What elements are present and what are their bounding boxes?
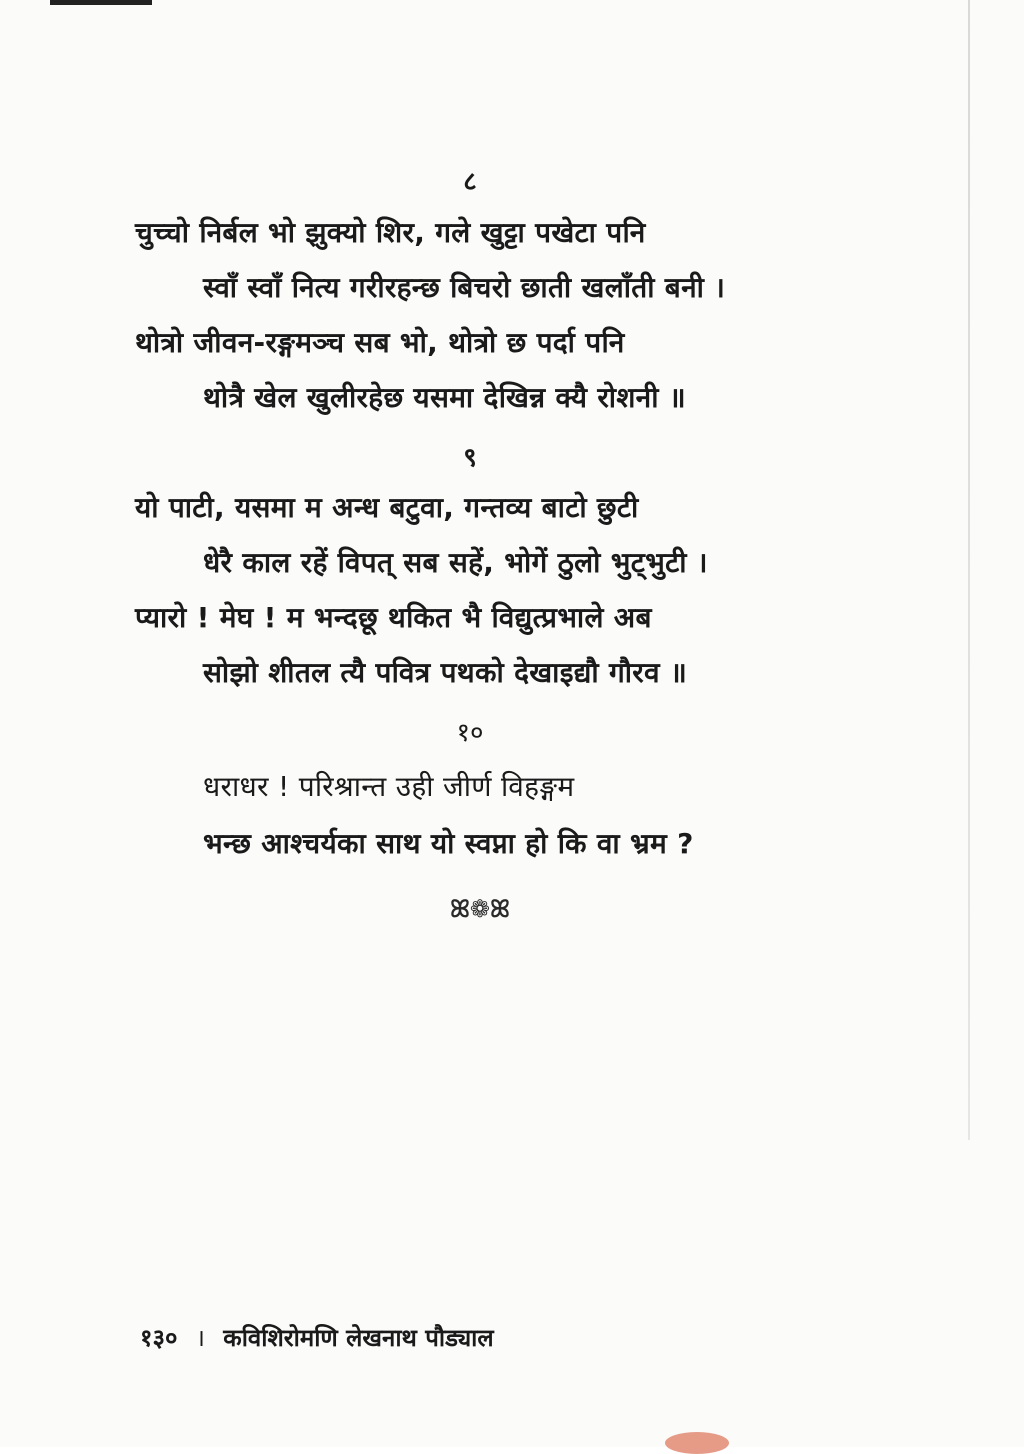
page-edge-line (968, 0, 970, 1140)
verse-line: थोत्रै खेल खुलीरहेछ यसमा देखिन्न क्यै रोशनी ॥ (203, 381, 686, 414)
book-title: कविशिरोमणि लेखनाथ पौड्याल (223, 1324, 494, 1352)
stanza-number: ९ (463, 443, 477, 473)
verse-line: स्वाँ स्वाँ नित्य गरीरहन्छ बिचरो छाती खलाँती बनी । (203, 271, 726, 304)
verse-line: प्यारो ! मेघ ! म भन्दछू थकित भै विद्युत्प्रभाले अब (135, 601, 652, 634)
paper-stain (665, 1432, 729, 1454)
page-number: १३० (140, 1324, 178, 1352)
ornament-flourish-icon: ꕤ❁ꕤ (449, 895, 511, 923)
verse-line: धेरै काल रहें विपत् सब सहें, भोगें ठुलो भुट्भुटी । (203, 546, 708, 579)
stanza-number: ८ (463, 167, 477, 197)
verse-line: भन्छ आश्चर्यका साथ यो स्वप्ना हो कि वा भ्रम ? (203, 827, 694, 860)
verse-line: सोझो शीतल त्यै पवित्र पथको देखाइद्यौ गौरव ॥ (203, 656, 688, 689)
stanza-number: १० (456, 718, 484, 748)
verse-line: धराधर ! परिश्रान्त उही जीर्ण विहङ्गम (203, 770, 575, 803)
top-rule (50, 0, 152, 5)
verse-line: थोत्रो जीवन-रङ्गमञ्च सब भो, थोत्रो छ पर्दा पनि (135, 326, 625, 359)
verse-line: यो पाटी, यसमा म अन्ध बटुवा, गन्तव्य बाटो छुटी (135, 491, 639, 524)
verse-line: चुच्चो निर्बल भो झुक्यो शिर, गले खुट्टा पखेटा पनि (135, 216, 646, 249)
footer-separator: । (195, 1324, 205, 1352)
page-footer (140, 1321, 494, 1354)
